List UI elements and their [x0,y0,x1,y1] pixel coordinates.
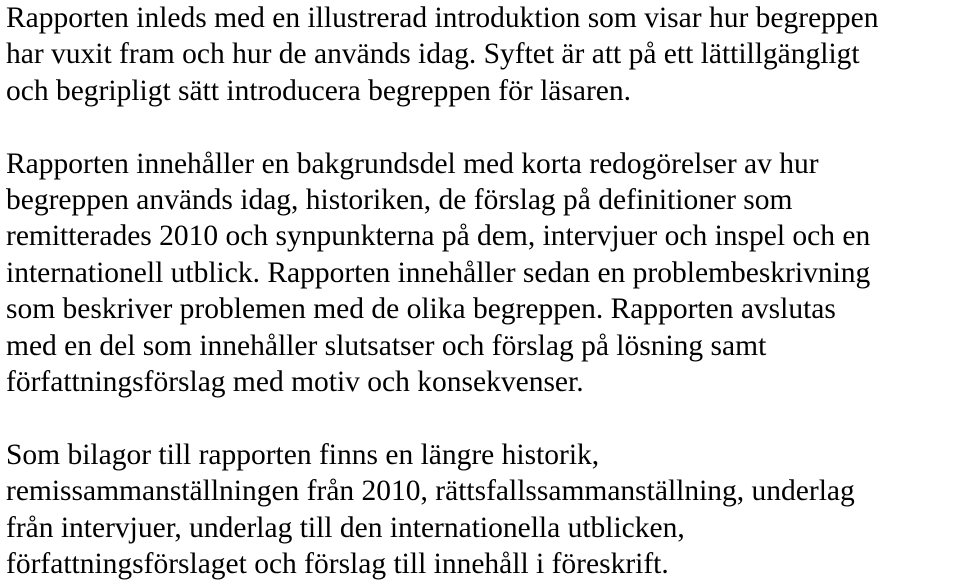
text-line: begreppen används idag, historiken, de förslag på definitioner som [6,184,793,217]
text-line: med en del som innehåller slutsatser och förslag på lösning samt [6,329,767,362]
text-line: internationell utblick. Rapporten innehåller sedan en problembeskrivning [6,256,871,289]
text-line: och begripligt sätt introducera begreppen för läsaren. [6,74,631,107]
text-line: Rapporten inleds med en illustrerad introduktion som visar hur begreppen [6,2,879,34]
paragraph-contents [6,146,958,401]
text-line: Rapporten innehåller en bakgrundsdel med korta redogörelser av hur [6,147,819,180]
paragraph-appendices [6,437,958,583]
text-line: från intervjuer, underlag till den internationella utblicken, [6,511,685,544]
document-body [6,0,958,582]
paragraph-introduction [6,0,958,109]
text-line: remitterades 2010 och synpunkterna på dem, intervjuer och inspel och en [6,220,871,253]
text-line: författningsförslag med motiv och konsekvenser. [6,366,584,399]
text-line: som beskriver problemen med de olika begreppen. Rapporten avslutas [6,293,836,326]
text-line: författningsförslaget och förslag till innehåll i föreskrift. [6,548,669,581]
text-line: remissammanställningen från 2010, rättsfallssammanställning, underlag [6,475,855,508]
text-line: har vuxit fram och hur de används idag. Syftet är att på ett lättillgängligt [6,38,860,71]
text-line: Som bilagor till rapporten finns en längre historik, [6,438,600,471]
